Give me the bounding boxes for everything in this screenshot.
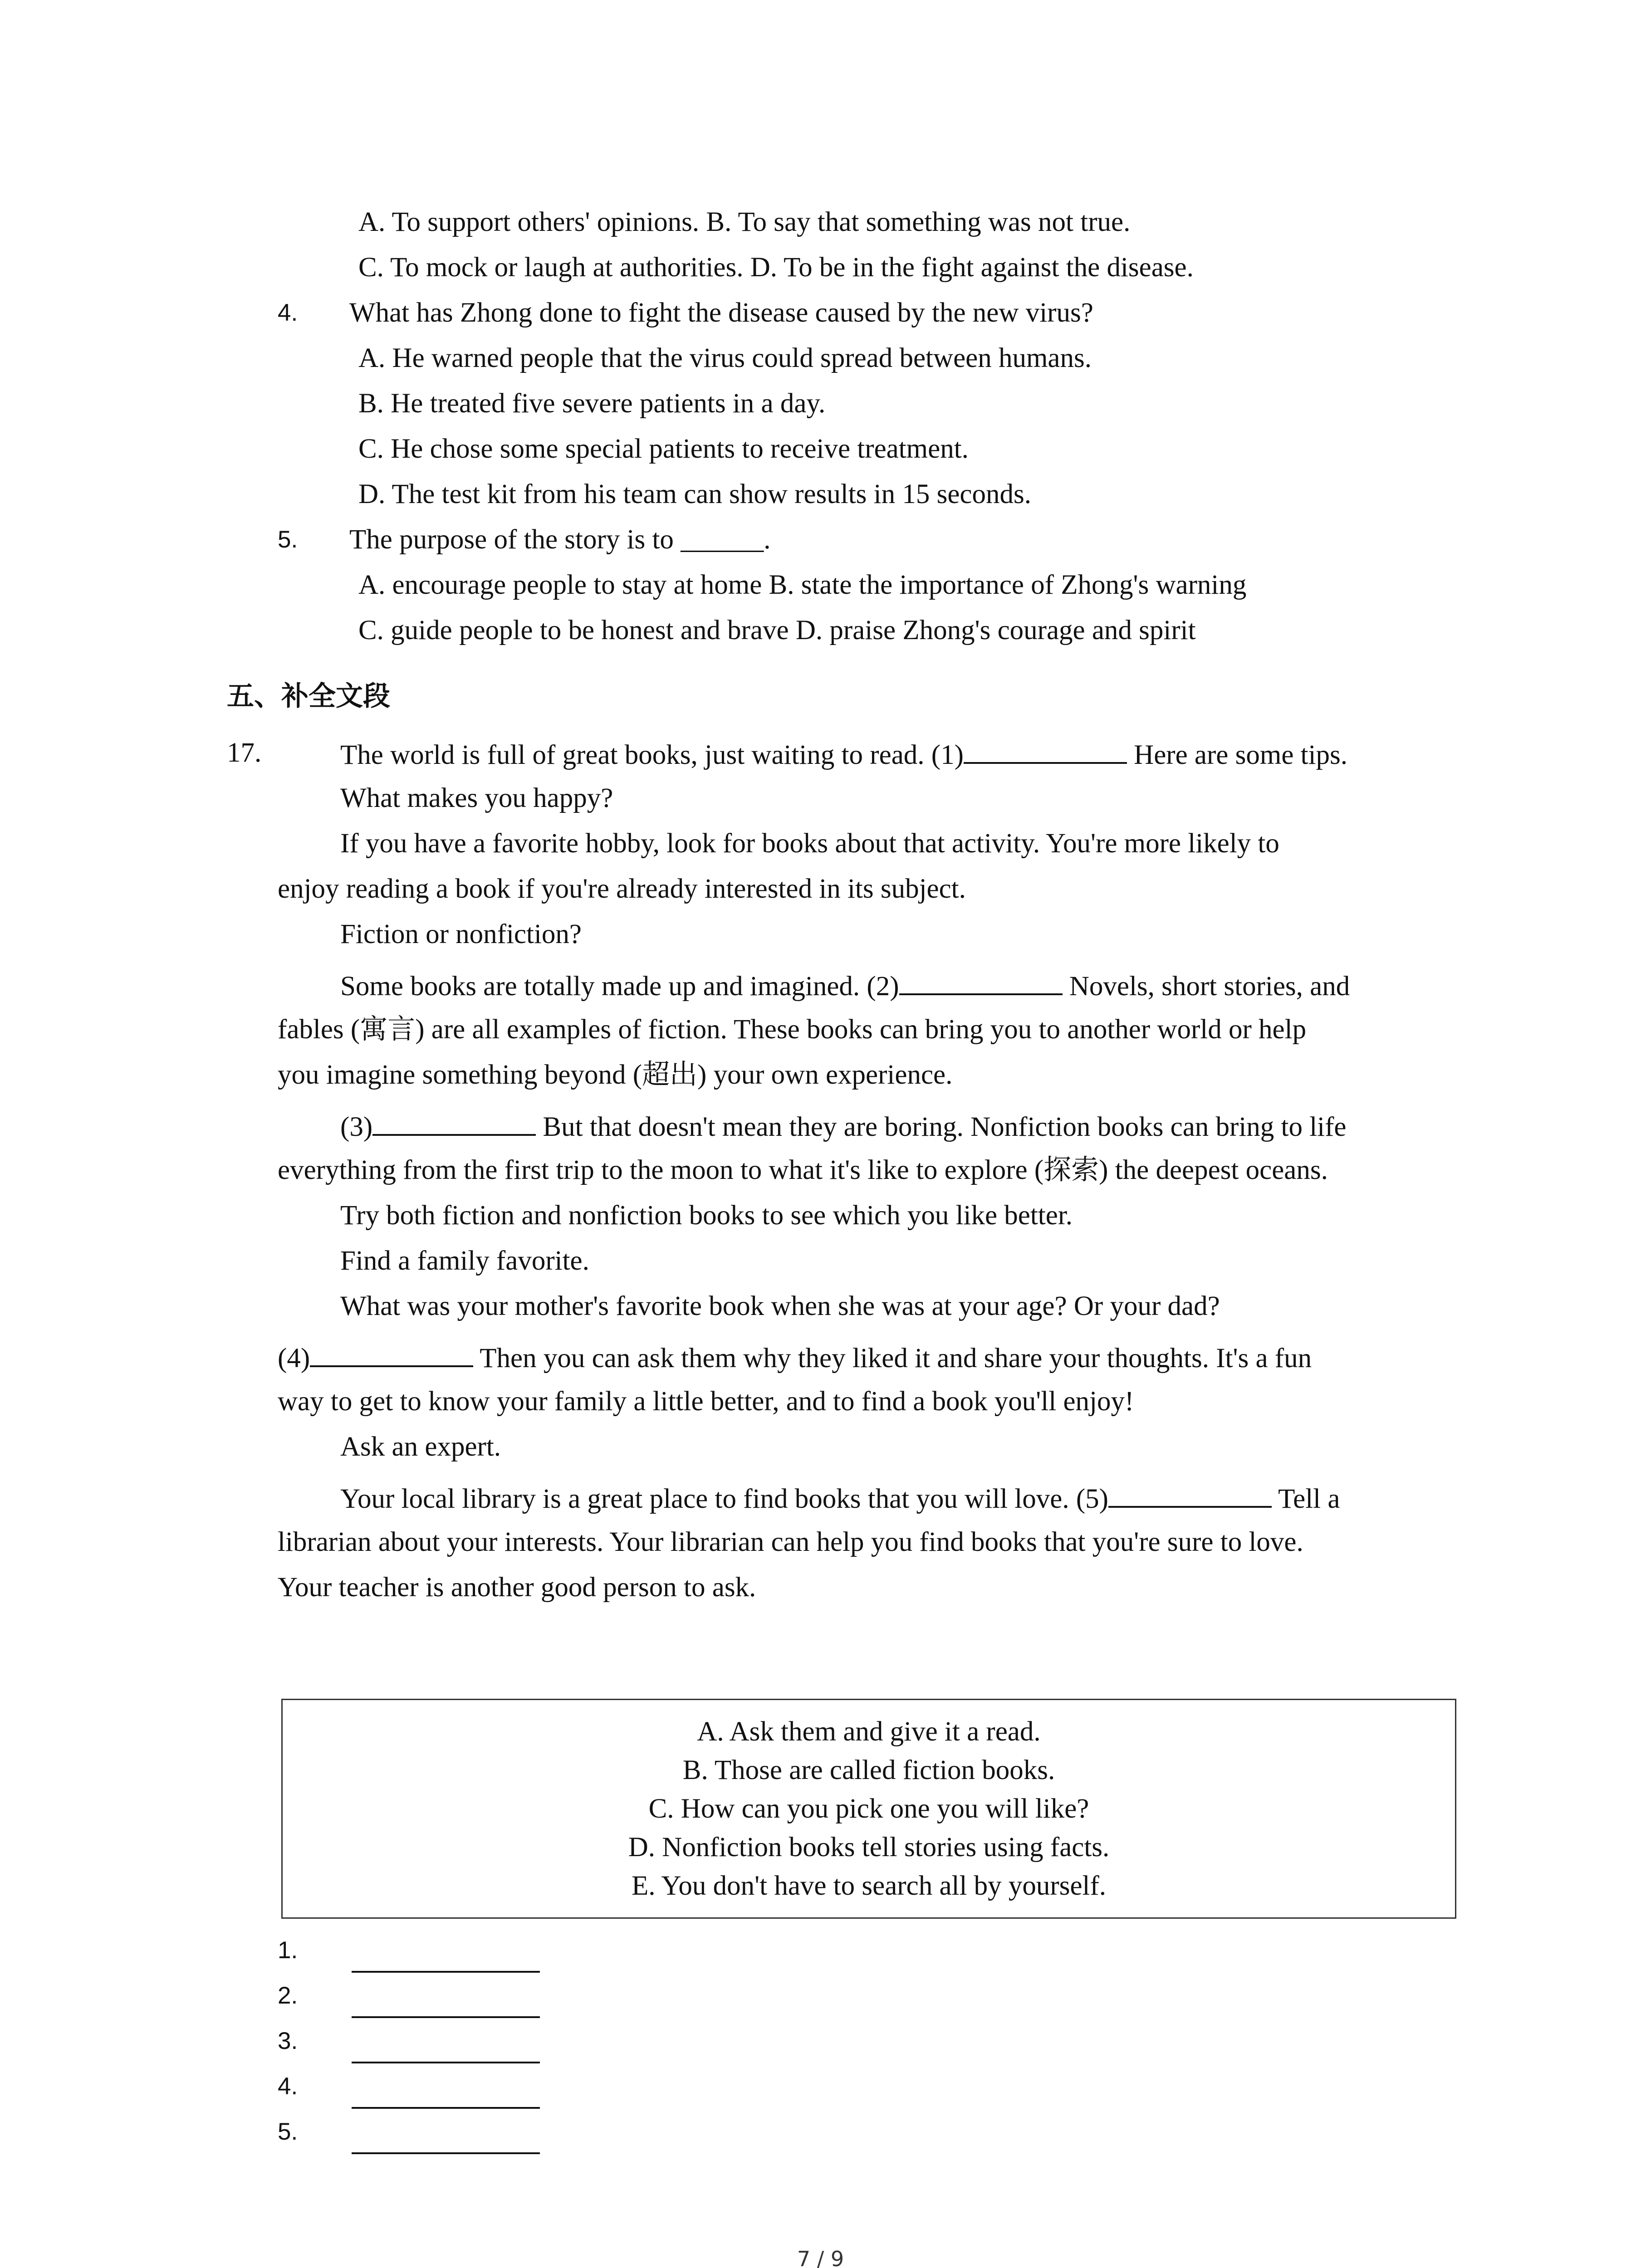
passage-p2-line-1: If you have a favorite hobby, look for books about that activity. You're more likely to [340,828,1279,859]
page-number: 7 / 9 [797,2247,844,2268]
q5-options-line-1: A. encourage people to stay at home B. state the importance of Zhong's warning [358,570,1247,600]
q4-option-d: D. The test kit from his team can show results in 15 seconds. [358,479,1031,509]
q4-option-c: C. He chose some special patients to receive treatment. [358,434,969,464]
passage-subheading-4: Ask an expert. [340,1432,501,1462]
q5-number: 5. [278,526,298,553]
passage-p1 [340,735,1347,773]
passage-p3-line-2: fables (寓言) are all examples of fiction. These books can bring you to another world or help [278,1014,1307,1045]
q4-option-a: A. He warned people that the virus could spread between humans. [358,343,1092,373]
q5-options-line-2: C. guide people to be honest and brave D. praise Zhong's courage and spirit [358,615,1196,645]
answer-line-1[interactable] [352,1971,540,1973]
passage-p7-text: Your local library is a great place to find books that you will love. (5) [340,1484,1108,1514]
passage-p3-line-1 [340,966,1350,1005]
passage-p7-line-2: librarian about your interests. Your librarian can help you find books that you're sure to love. [278,1527,1303,1557]
passage-p4-line-2: everything from the first trip to the moon to what it's like to explore (探索) the deepest oceans. [278,1155,1328,1185]
option-e: E. You don't have to search all by yourself. [631,1871,1107,1901]
passage-subheading-3: Find a family favorite. [340,1246,589,1276]
passage-p4-text: (3) [340,1112,373,1142]
options-box [281,1699,1456,1919]
answer-number-1: 1. [278,1937,298,1964]
passage-p7-line-3: Your teacher is another good person to ask. [278,1572,756,1603]
passage-p1-text: The world is full of great books, just waiting to read. (1) [340,740,964,770]
answer-number-5: 5. [278,2118,298,2145]
passage-subheading-2: Fiction or nonfiction? [340,919,582,949]
passage-subheading-1: What makes you happy? [340,783,613,813]
q4-question: What has Zhong done to fight the disease caused by the new virus? [349,298,1093,328]
q3-options-line-1: A. To support others' opinions. B. To say that something was not true. [358,207,1131,237]
option-a: A. Ask them and give it a read. [697,1716,1041,1747]
passage-p6-line-2 [278,1338,1312,1377]
answer-line-3[interactable] [352,2062,540,2063]
passage-p7-tail: Tell a [1271,1484,1340,1514]
q4-option-b: B. He treated five severe patients in a day. [358,388,826,419]
passage-p3-text: Some books are totally made up and imagined. (2) [340,971,899,1002]
q5-question-blank: ______ [681,524,764,555]
passage-p6-line-1: What was your mother's favorite book when she was at your age? Or your dad? [340,1291,1220,1321]
q5-question-text: The purpose of the story is to [349,524,674,555]
option-d: D. Nonfiction books tell stories using facts. [628,1832,1110,1862]
blank-1[interactable] [964,735,1127,764]
answer-number-2: 2. [278,1982,298,2009]
passage-p1-tail: Here are some tips. [1127,740,1348,770]
q5-question [349,522,770,558]
answer-line-2[interactable] [352,2016,540,2018]
passage-p6-tail: Then you can ask them why they liked it and share your thoughts. It's a fun [473,1343,1312,1374]
blank-3[interactable] [372,1107,536,1136]
passage-number: 17. [227,738,262,768]
passage-p7-line-1 [340,1479,1340,1517]
q5-question-end: . [764,524,771,555]
blank-4[interactable] [310,1338,473,1367]
passage-p5: Try both fiction and nonfiction books to see which you like better. [340,1200,1073,1231]
passage-p3-line-3: you imagine something beyond (超出) your own experience. [278,1060,953,1090]
blank-2[interactable] [899,966,1063,995]
answer-number-3: 3. [278,2028,298,2054]
passage-p4-line-1 [340,1107,1347,1145]
answer-line-4[interactable] [352,2107,540,2109]
blank-5[interactable] [1108,1479,1272,1508]
answer-line-5[interactable] [352,2152,540,2154]
passage-p6-line-3: way to get to know your family a little better, and to find a book you'll enjoy! [278,1386,1134,1417]
passage-p3-tail: Novels, short stories, and [1062,971,1350,1002]
passage-p2-line-2: enjoy reading a book if you're already interested in its subject. [278,874,966,904]
passage-p4-tail: But that doesn't mean they are boring. Nonfiction books can bring to life [536,1112,1347,1142]
option-b: B. Those are called fiction books. [682,1755,1055,1785]
q3-options-line-2: C. To mock or laugh at authorities. D. To be in the fight against the disease. [358,252,1194,283]
passage-p6-text: (4) [278,1343,310,1374]
answer-number-4: 4. [278,2073,298,2100]
option-c: C. How can you pick one you will like? [648,1794,1089,1824]
section-heading: 五、补全文段 [227,680,390,712]
q4-number: 4. [278,299,298,326]
